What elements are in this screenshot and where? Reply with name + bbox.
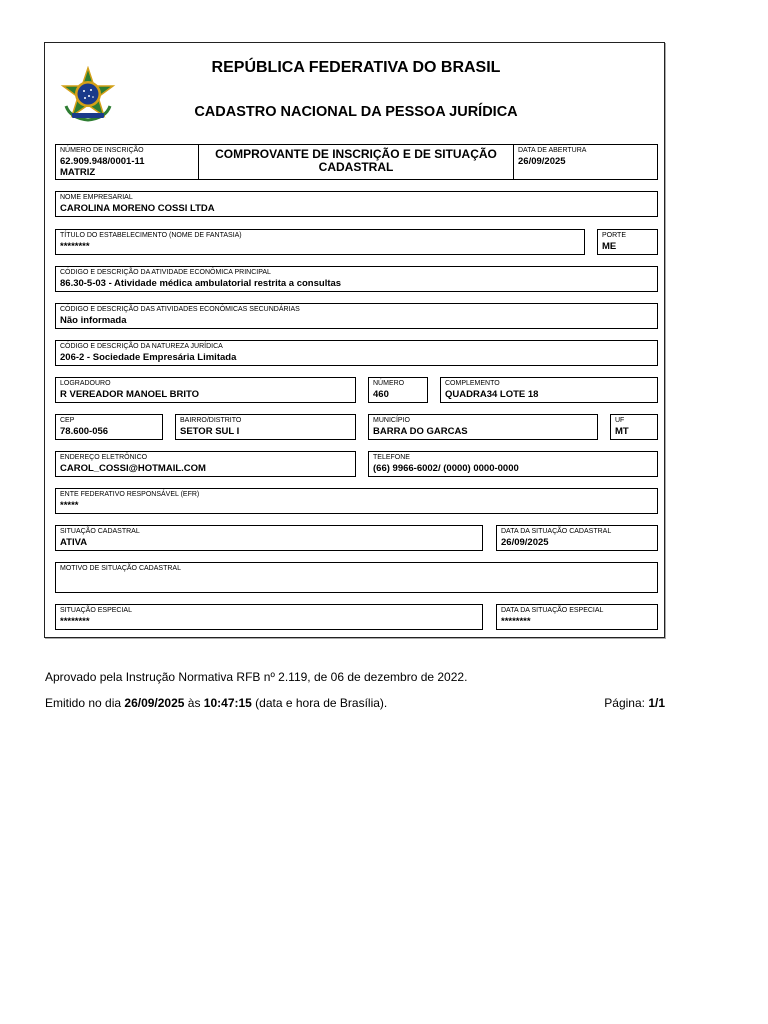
field-value: ********	[501, 616, 531, 627]
page-prefix: Página:	[604, 696, 649, 710]
field-label: CÓDIGO E DESCRIÇÃO DAS ATIVIDADES ECONÔMICAS SECUNDÁRIAS	[60, 306, 300, 313]
field-label: CÓDIGO E DESCRIÇÃO DA ATIVIDADE ECONÔMICA PRINCIPAL	[60, 269, 271, 276]
municipio-field	[368, 414, 598, 440]
emission-prefix: Emitido no dia	[45, 696, 125, 710]
field-value: 206-2 - Sociedade Empresária Limitada	[60, 352, 237, 363]
field-value: CAROL_COSSI@HOTMAIL.COM	[60, 463, 206, 474]
page-value: 1/1	[648, 696, 665, 710]
efr-field	[55, 488, 658, 514]
field-value: 26/09/2025	[518, 156, 566, 167]
field-label: COMPLEMENTO	[445, 380, 500, 387]
field-label: MOTIVO DE SITUAÇÃO CADASTRAL	[60, 565, 181, 572]
approval-note: Aprovado pela Instrução Normativa RFB nº 2.119, de 06 de dezembro de 2022.	[45, 670, 468, 684]
emission-time: 10:47:15	[203, 696, 252, 710]
field-label: SITUAÇÃO ESPECIAL	[60, 607, 132, 614]
field-label: TÍTULO DO ESTABELECIMENTO (NOME DE FANTASIA)	[60, 232, 242, 239]
document-title-line2: CADASTRAL	[318, 160, 394, 174]
porte-field	[597, 229, 658, 255]
situacao-especial-field	[55, 604, 483, 630]
field-label: MUNICÍPIO	[373, 417, 410, 424]
document-title-line1: COMPROVANTE DE INSCRIÇÃO E DE SITUAÇÃO	[215, 147, 497, 161]
nome-fantasia-field	[55, 229, 585, 255]
field-value: (66) 9966-6002/ (0000) 0000-0000	[373, 463, 519, 474]
country-title: REPÚBLICA FEDERATIVA DO BRASIL	[211, 59, 501, 76]
atividades-secundarias-field	[55, 303, 658, 329]
brazil-coat-of-arms-icon	[60, 66, 116, 122]
inscricao-field	[55, 144, 199, 180]
field-value: CAROLINA MORENO COSSI LTDA	[60, 203, 215, 214]
abertura-field	[513, 144, 658, 180]
field-value: ATIVA	[60, 537, 88, 548]
atividade-principal-field	[55, 266, 658, 292]
field-label: DATA DE ABERTURA	[518, 147, 587, 154]
cep-field	[55, 414, 163, 440]
situacao-cadastral-field	[55, 525, 483, 551]
field-label: CEP	[60, 417, 75, 424]
document-title	[199, 148, 513, 174]
field-label: CÓDIGO E DESCRIÇÃO DA NATUREZA JURÍDICA	[60, 343, 223, 350]
field-value: QUADRA34 LOTE 18	[445, 389, 539, 400]
field-value: 78.600-056	[60, 426, 109, 437]
telefone-field	[368, 451, 658, 477]
field-label: SITUAÇÃO CADASTRAL	[60, 528, 140, 535]
field-value: Não informada	[60, 315, 127, 326]
numero-field	[368, 377, 428, 403]
uf-field	[610, 414, 658, 440]
field-value: ********	[60, 616, 90, 627]
field-value: 86.30-5-03 - Atividade médica ambulatorial restrita a consultas	[60, 278, 342, 289]
field-label: NÚMERO DE INSCRIÇÃO	[60, 147, 144, 154]
page-indicator	[604, 696, 665, 710]
field-label: DATA DA SITUAÇÃO CADASTRAL	[501, 528, 612, 535]
field-label: NOME EMPRESARIAL	[60, 194, 133, 201]
field-value: *****	[60, 500, 79, 511]
field-label: ENDEREÇO ELETRÔNICO	[60, 454, 148, 461]
field-label: NÚMERO	[373, 380, 405, 387]
logradouro-field	[55, 377, 356, 403]
emission-suffix: (data e hora de Brasília).	[251, 696, 388, 710]
complemento-field	[440, 377, 658, 403]
field-value: ME	[602, 241, 617, 252]
emission-date: 26/09/2025	[124, 696, 185, 710]
field-value: MT	[615, 426, 629, 437]
field-label: TELEFONE	[373, 454, 410, 461]
emission-mid: às	[184, 696, 204, 710]
nome-empresarial-field	[55, 191, 658, 217]
document-title-box	[198, 144, 514, 180]
field-label: LOGRADOURO	[60, 380, 111, 387]
field-value: SETOR SUL I	[180, 426, 240, 437]
field-label: BAIRRO/DISTRITO	[180, 417, 242, 424]
natureza-juridica-field	[55, 340, 658, 366]
field-label: UF	[615, 417, 625, 424]
field-label: ENTE FEDERATIVO RESPONSÁVEL (EFR)	[60, 491, 200, 498]
email-field	[55, 451, 356, 477]
emission-line	[45, 696, 387, 710]
data-situacao-field	[496, 525, 658, 551]
field-value: 26/09/2025	[501, 537, 549, 548]
field-label: PORTE	[602, 232, 626, 239]
field-value-secondary: MATRIZ	[60, 167, 96, 178]
data-situacao-especial-field	[496, 604, 658, 630]
field-value: R VEREADOR MANOEL BRITO	[60, 389, 199, 400]
motivo-situacao-field	[55, 562, 658, 593]
field-label: DATA DA SITUAÇÃO ESPECIAL	[501, 607, 604, 614]
field-value: 62.909.948/0001-11	[60, 156, 145, 167]
registry-title: CADASTRO NACIONAL DA PESSOA JURÍDICA	[194, 104, 518, 120]
field-value: BARRA DO GARCAS	[373, 426, 468, 437]
field-value: ********	[60, 241, 90, 252]
field-value: 460	[373, 389, 389, 400]
bairro-field	[175, 414, 356, 440]
